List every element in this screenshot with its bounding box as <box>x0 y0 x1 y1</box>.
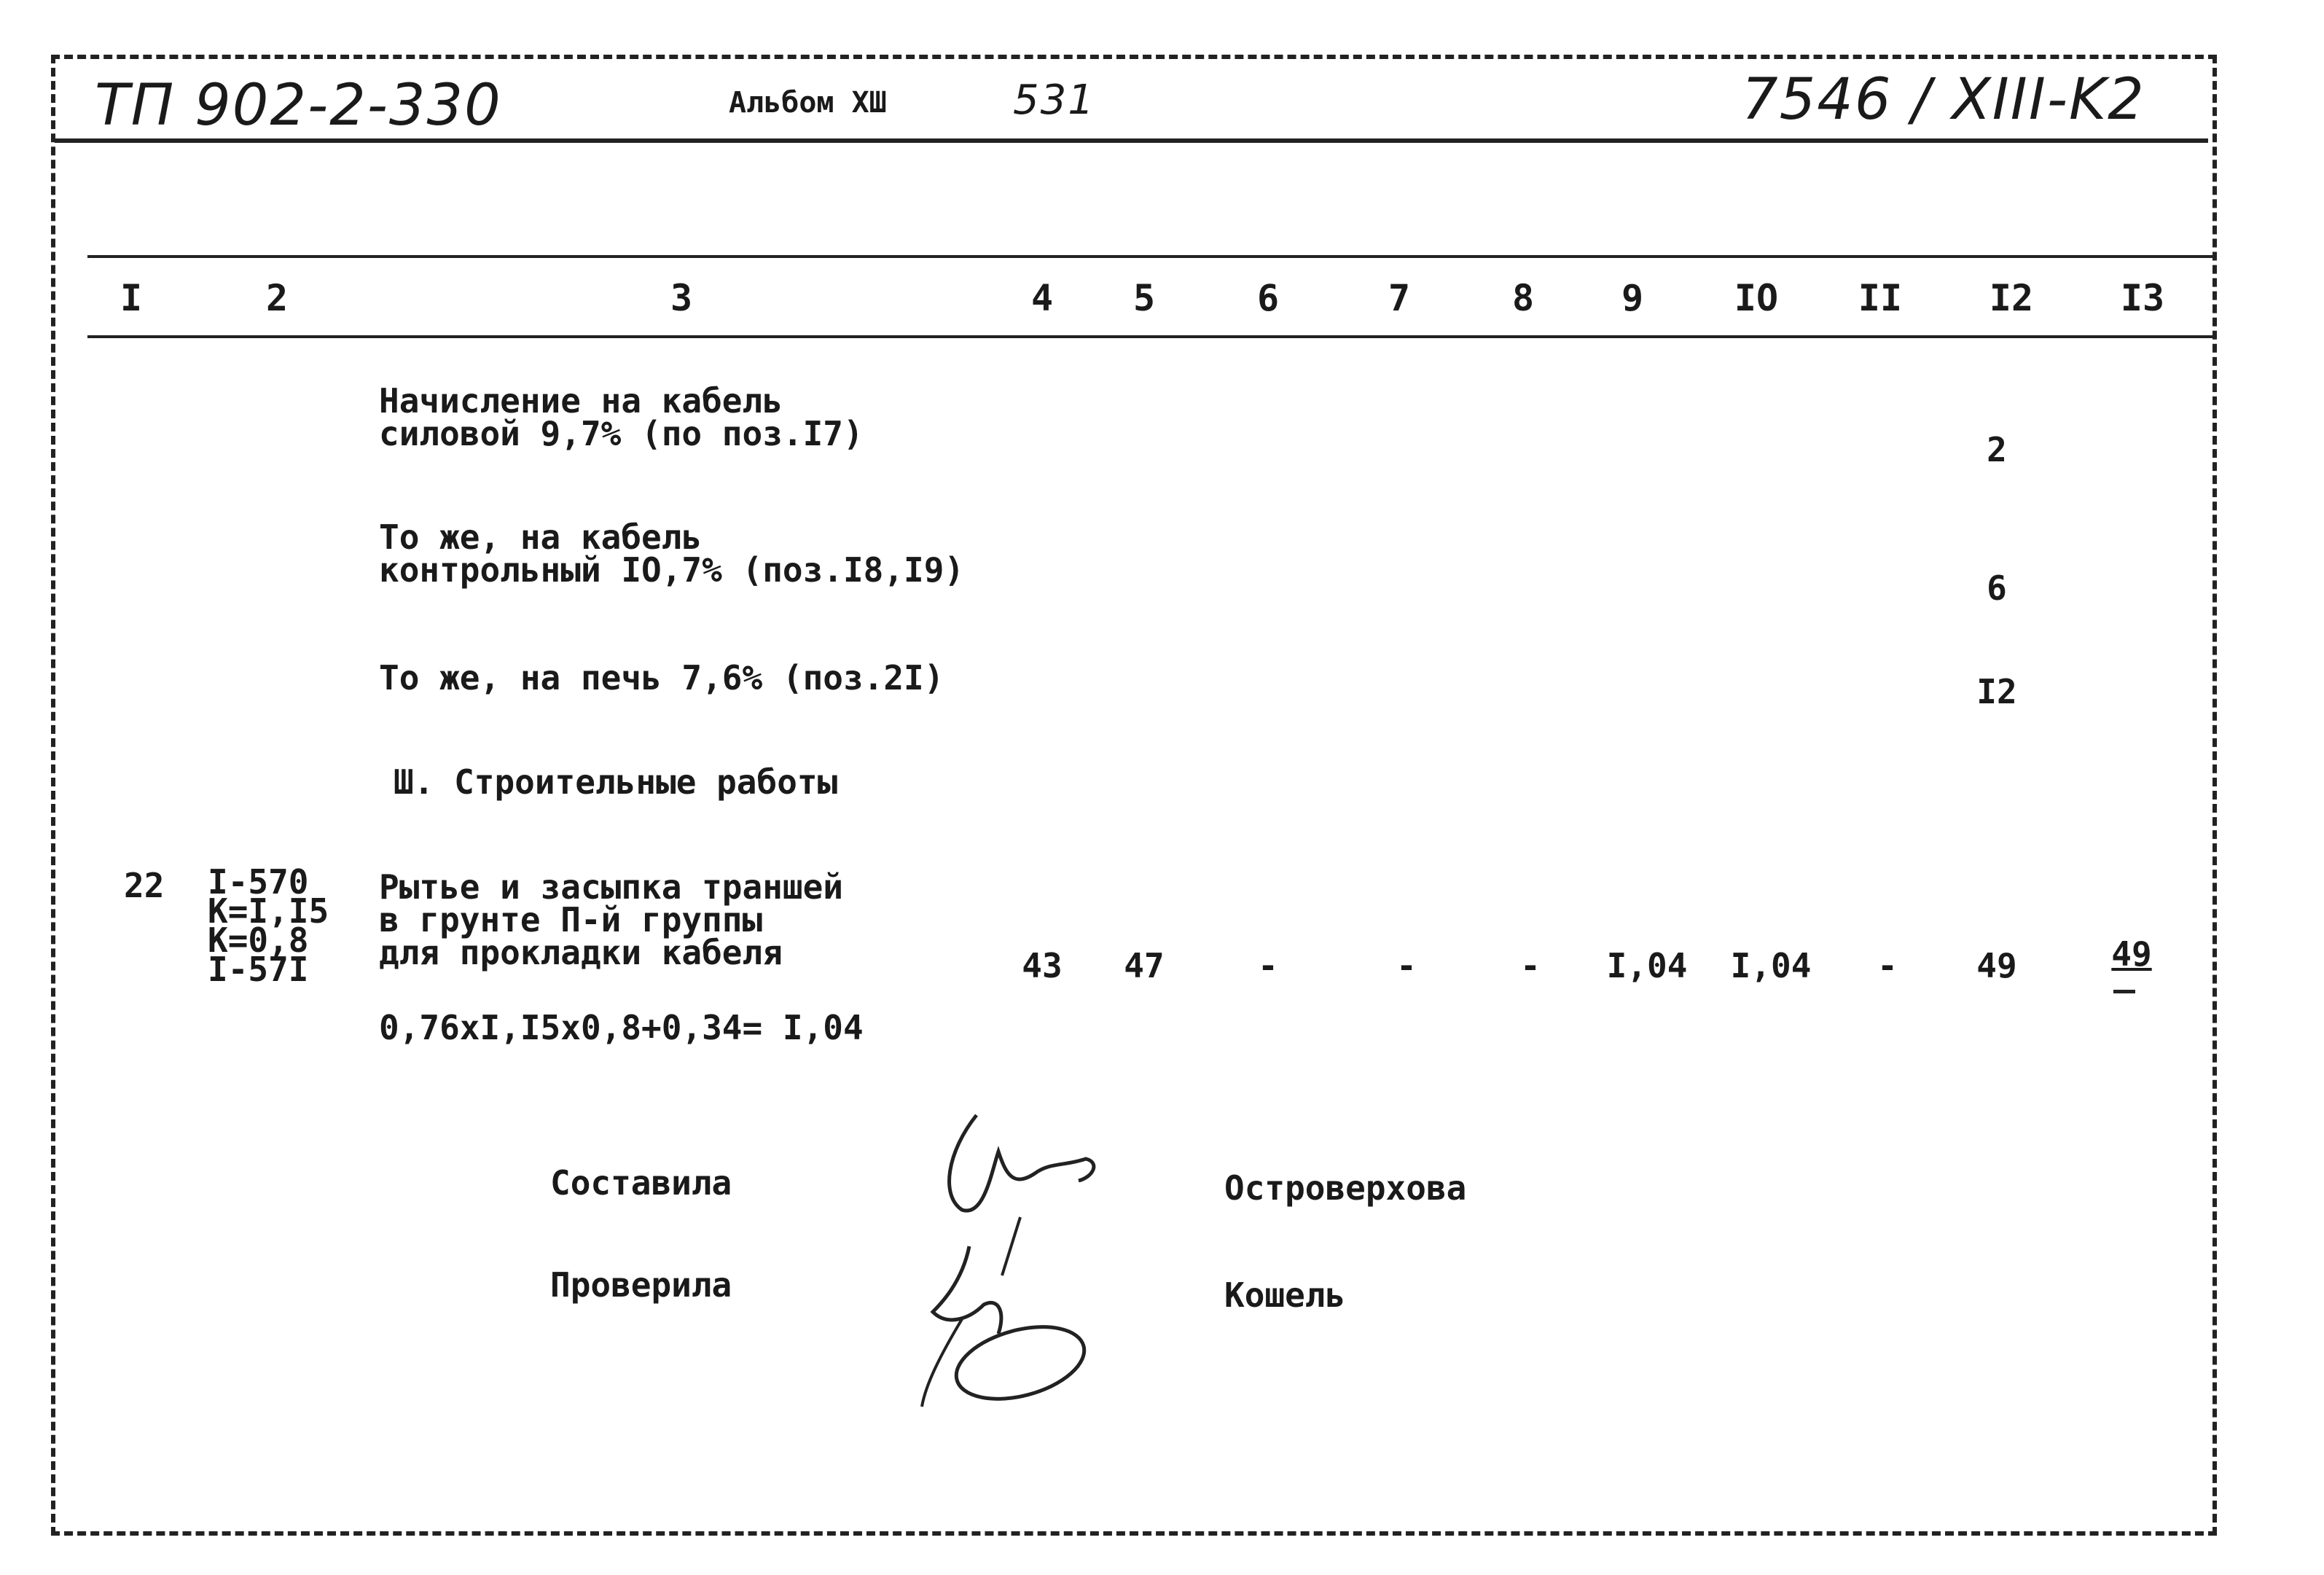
row-description-line: Начисление на кабель <box>379 381 783 421</box>
row-code: К=0,8 <box>208 921 309 960</box>
column-number: 3 <box>670 277 693 319</box>
column-number: I <box>120 277 143 319</box>
row-col12-value: I2 <box>1976 672 2017 711</box>
header-rule <box>55 138 2208 143</box>
column-number: II <box>1858 277 1903 319</box>
row-number: 22 <box>124 866 165 905</box>
row-value-col11: - <box>1877 946 1898 985</box>
page-number: 531 <box>1013 77 1095 124</box>
column-number: 5 <box>1132 277 1156 319</box>
album-label: Альбом XШ <box>729 86 887 120</box>
column-number: I3 <box>2120 277 2165 319</box>
row-value-col4: 43 <box>1022 946 1063 985</box>
row-code: I-570 <box>208 862 309 902</box>
underline-mark <box>2113 990 2135 993</box>
row-description-line: в грунте П-й группы <box>379 900 763 939</box>
sheet-code: 7546 / XIII-K2 <box>1742 67 2145 133</box>
project-code: ТП 902-2-330 <box>95 73 502 138</box>
row-description-line: для прокладки кабеля <box>379 933 783 972</box>
row-value-col13: 49 <box>2111 934 2152 974</box>
compiled-name: Островерхова <box>1224 1168 1467 1208</box>
row-col12-value: 2 <box>1987 430 2007 469</box>
row-description-line: контрольный IO,7% (поз.I8,I9) <box>379 550 965 590</box>
signature-checked <box>918 1239 1137 1414</box>
row-value-col5: 47 <box>1124 946 1165 985</box>
column-top-rule <box>87 255 2215 258</box>
row-calculation: 0,76xI,I5x0,8+0,34= I,04 <box>379 1008 864 1047</box>
row-value-col9: I,04 <box>1606 946 1688 985</box>
section-heading: Ш. Строительные работы <box>394 762 838 802</box>
compiled-label: Составила <box>550 1163 732 1203</box>
column-number: 6 <box>1256 277 1280 319</box>
column-number: 2 <box>265 277 289 319</box>
checked-label: Проверила <box>550 1265 732 1305</box>
row-value-col10: I,04 <box>1730 946 1812 985</box>
row-description-line: Рытье и засыпка траншей <box>379 867 843 907</box>
row-value-col8: - <box>1520 946 1541 985</box>
row-description-line: То же, на кабель <box>379 517 703 557</box>
row-description-line: То же, на печь 7,6% (поз.2I) <box>379 658 944 697</box>
column-bottom-rule <box>87 335 2215 338</box>
column-number: 8 <box>1511 277 1535 319</box>
row-code: К=I,I5 <box>208 891 329 931</box>
column-number: 4 <box>1030 277 1054 319</box>
column-number: I2 <box>1989 277 2034 319</box>
row-col12-value: 6 <box>1987 568 2007 608</box>
checked-name: Кошель <box>1224 1275 1346 1315</box>
row-description-line: силовой 9,7% (по поз.I7) <box>379 414 864 453</box>
row-value-col12: 49 <box>1976 946 2017 985</box>
row-code: I-57I <box>208 950 309 989</box>
column-number: 7 <box>1388 277 1411 319</box>
row-value-col7: - <box>1396 946 1417 985</box>
column-number: IO <box>1734 277 1779 319</box>
column-number: 9 <box>1621 277 1644 319</box>
row-value-col6: - <box>1258 946 1278 985</box>
